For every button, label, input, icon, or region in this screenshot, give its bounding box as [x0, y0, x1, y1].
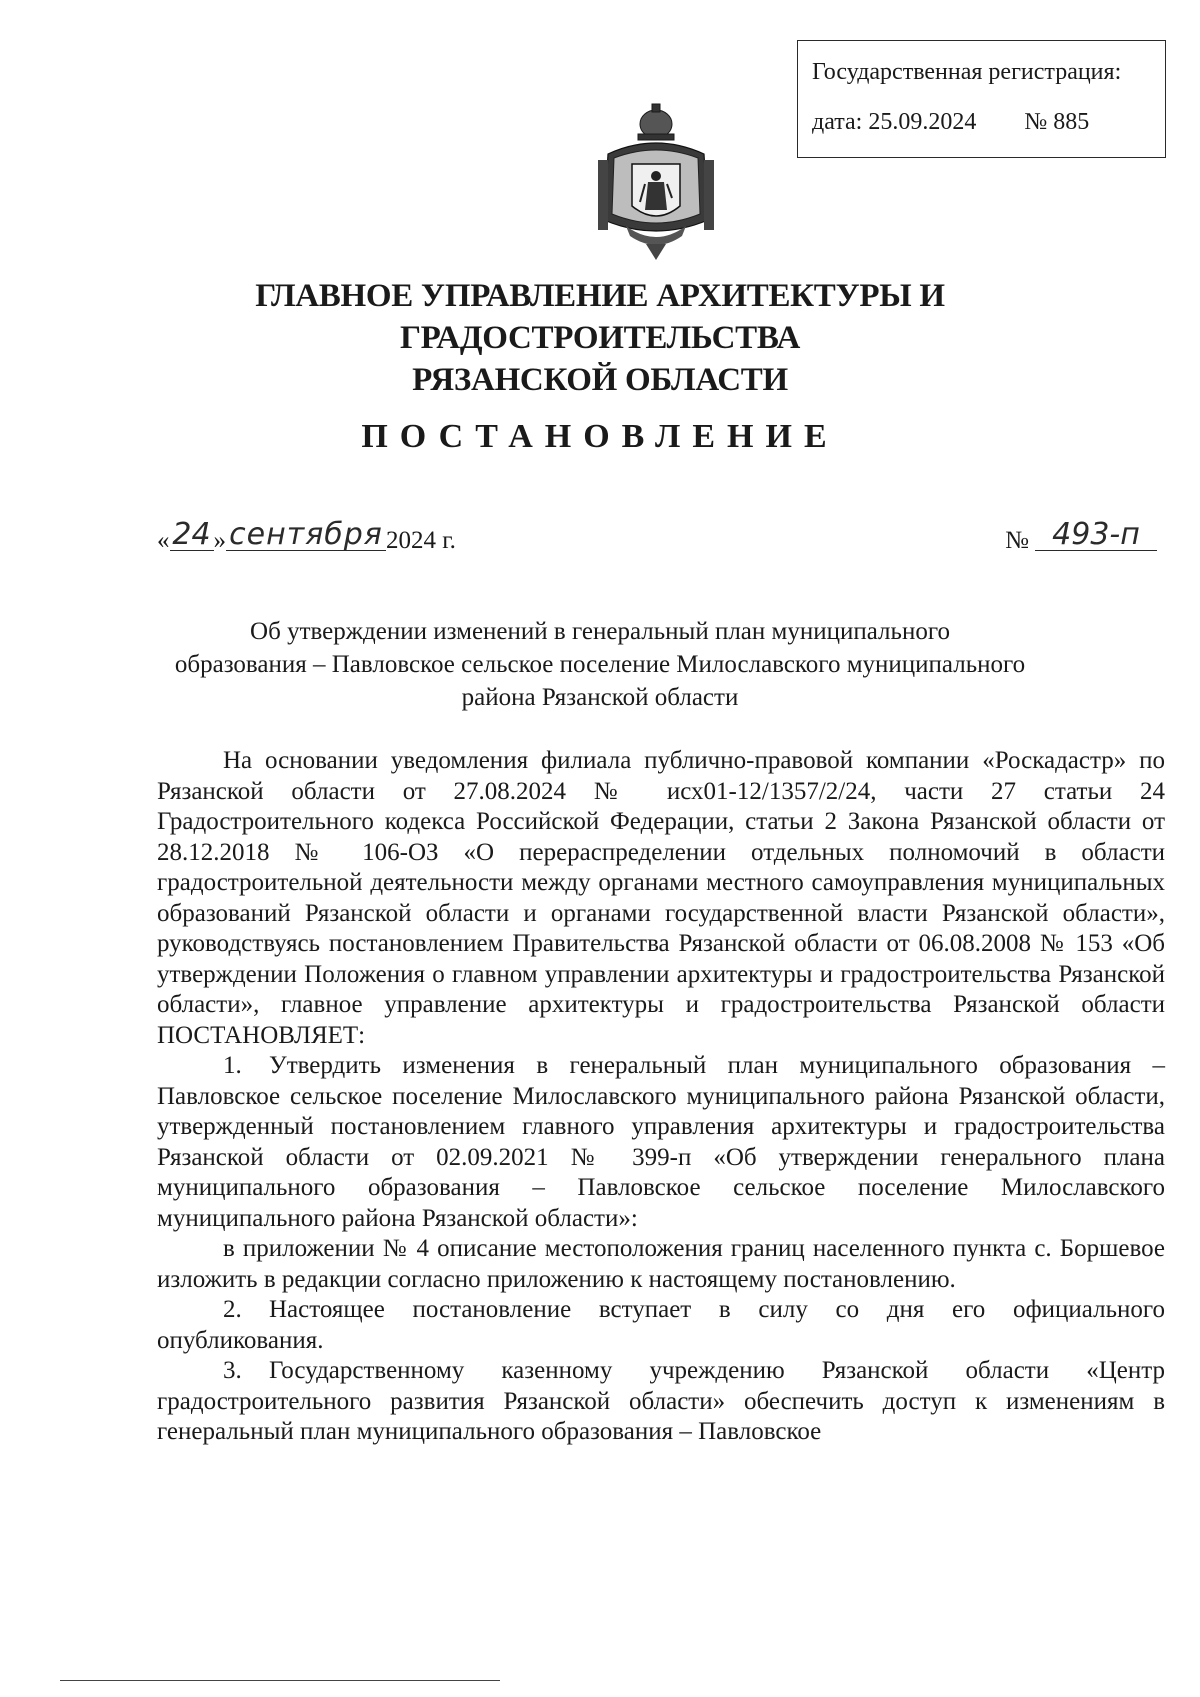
document-year: 2024 г.	[386, 527, 456, 554]
ryazan-coat-of-arms-icon	[590, 102, 722, 262]
number-label: №	[1005, 527, 1029, 554]
registration-details	[812, 109, 1153, 136]
document-body	[157, 746, 1165, 1448]
item-1-number: 1.	[223, 1052, 242, 1079]
item-1-subparagraph: в приложении № 4 описание местоположения границ населенного пункта с. Боршевое изложить в редакции согласно приложению к настоящему постановлению.	[157, 1235, 1165, 1293]
close-quote: »	[213, 527, 226, 554]
document-type: ПОСТАНОВЛЕНИЕ	[361, 418, 839, 455]
item-2-number: 2.	[223, 1296, 242, 1323]
item-3	[157, 1356, 1165, 1448]
document-number	[1005, 517, 1157, 555]
item-3-text: Государственному казенному учреждению Рязанской области «Центр градостроительного развития Рязанской области» обеспечить доступ к изменениям в генеральный план муниципального образования – Павловское	[157, 1357, 1165, 1445]
item-3-number: 3.	[223, 1357, 242, 1384]
registration-date-label: дата:	[812, 109, 863, 135]
handwritten-number: 493-п	[1035, 520, 1157, 551]
item-2-text: Настоящее постановление вступает в силу со дня его официального опубликования.	[157, 1296, 1165, 1354]
preamble-paragraph: На основании уведомления филиала публично-правовой компании «Роскадастр» по Рязанской области от 27.08.2024 № исх01-12/1357/2/24, части 27 статьи 24 Градостроительного кодекса Российской Федерации, статьи 2 Закона Рязанской области от 28.12.2018 № 106-ОЗ «О перераспределении отдельных полномочий в области градостроительной деятельности между органами местного самоуправления муниципальных образований Рязанской области и органами государственной власти Рязанской области», руководствуясь постановлением Правительства Рязанской области от 06.08.2008 № 153 «Об утверждении Положения о главном управлении архитектуры и градостроительства Рязанской области», главное управление архитектуры и градостроительства Рязанской области ПОСТАНОВЛЯЕТ:	[157, 747, 1165, 1049]
scan-edge-line	[60, 1680, 500, 1681]
subject-line3: района Рязанской области	[461, 684, 739, 711]
date-number-row	[157, 517, 1157, 570]
subject-line1: Об утверждении изменений в генеральный план муниципального	[250, 618, 950, 645]
open-quote: «	[157, 527, 170, 554]
organization-title-line2: РЯЗАНСКОЙ ОБЛАСТИ	[412, 362, 788, 398]
document-subject	[130, 615, 1070, 714]
handwritten-day: 24	[170, 520, 214, 551]
registration-stamp	[797, 40, 1166, 158]
registration-number: № 885	[1024, 109, 1090, 135]
organization-title-line1: ГЛАВНОЕ УПРАВЛЕНИЕ АРХИТЕКТУРЫ И ГРАДОСТРОИТЕЛЬСТВА	[255, 278, 945, 356]
handwritten-month: сентября	[226, 520, 386, 551]
registration-date: 25.09.2024	[868, 109, 977, 135]
item-1-text: Утвердить изменения в генеральный план муниципального образования – Павловское сельское поселение Милославского муниципального района Рязанской области, утвержденный постановлением главного управления архитектуры и градостроительства Рязанской области от 02.09.2021 № 399-п «Об утверждении генерального плана муниципального образования – Павловское сельское поселение Милославского муниципального района Рязанской области»:	[157, 1052, 1165, 1232]
subject-line2: образования – Павловское сельское поселение Милославского муниципального	[174, 651, 1026, 678]
organization-title	[60, 275, 1140, 401]
document-date	[157, 517, 456, 555]
registration-title: Государственная регистрация:	[812, 59, 1122, 85]
item-2	[157, 1295, 1165, 1356]
item-1	[157, 1051, 1165, 1234]
